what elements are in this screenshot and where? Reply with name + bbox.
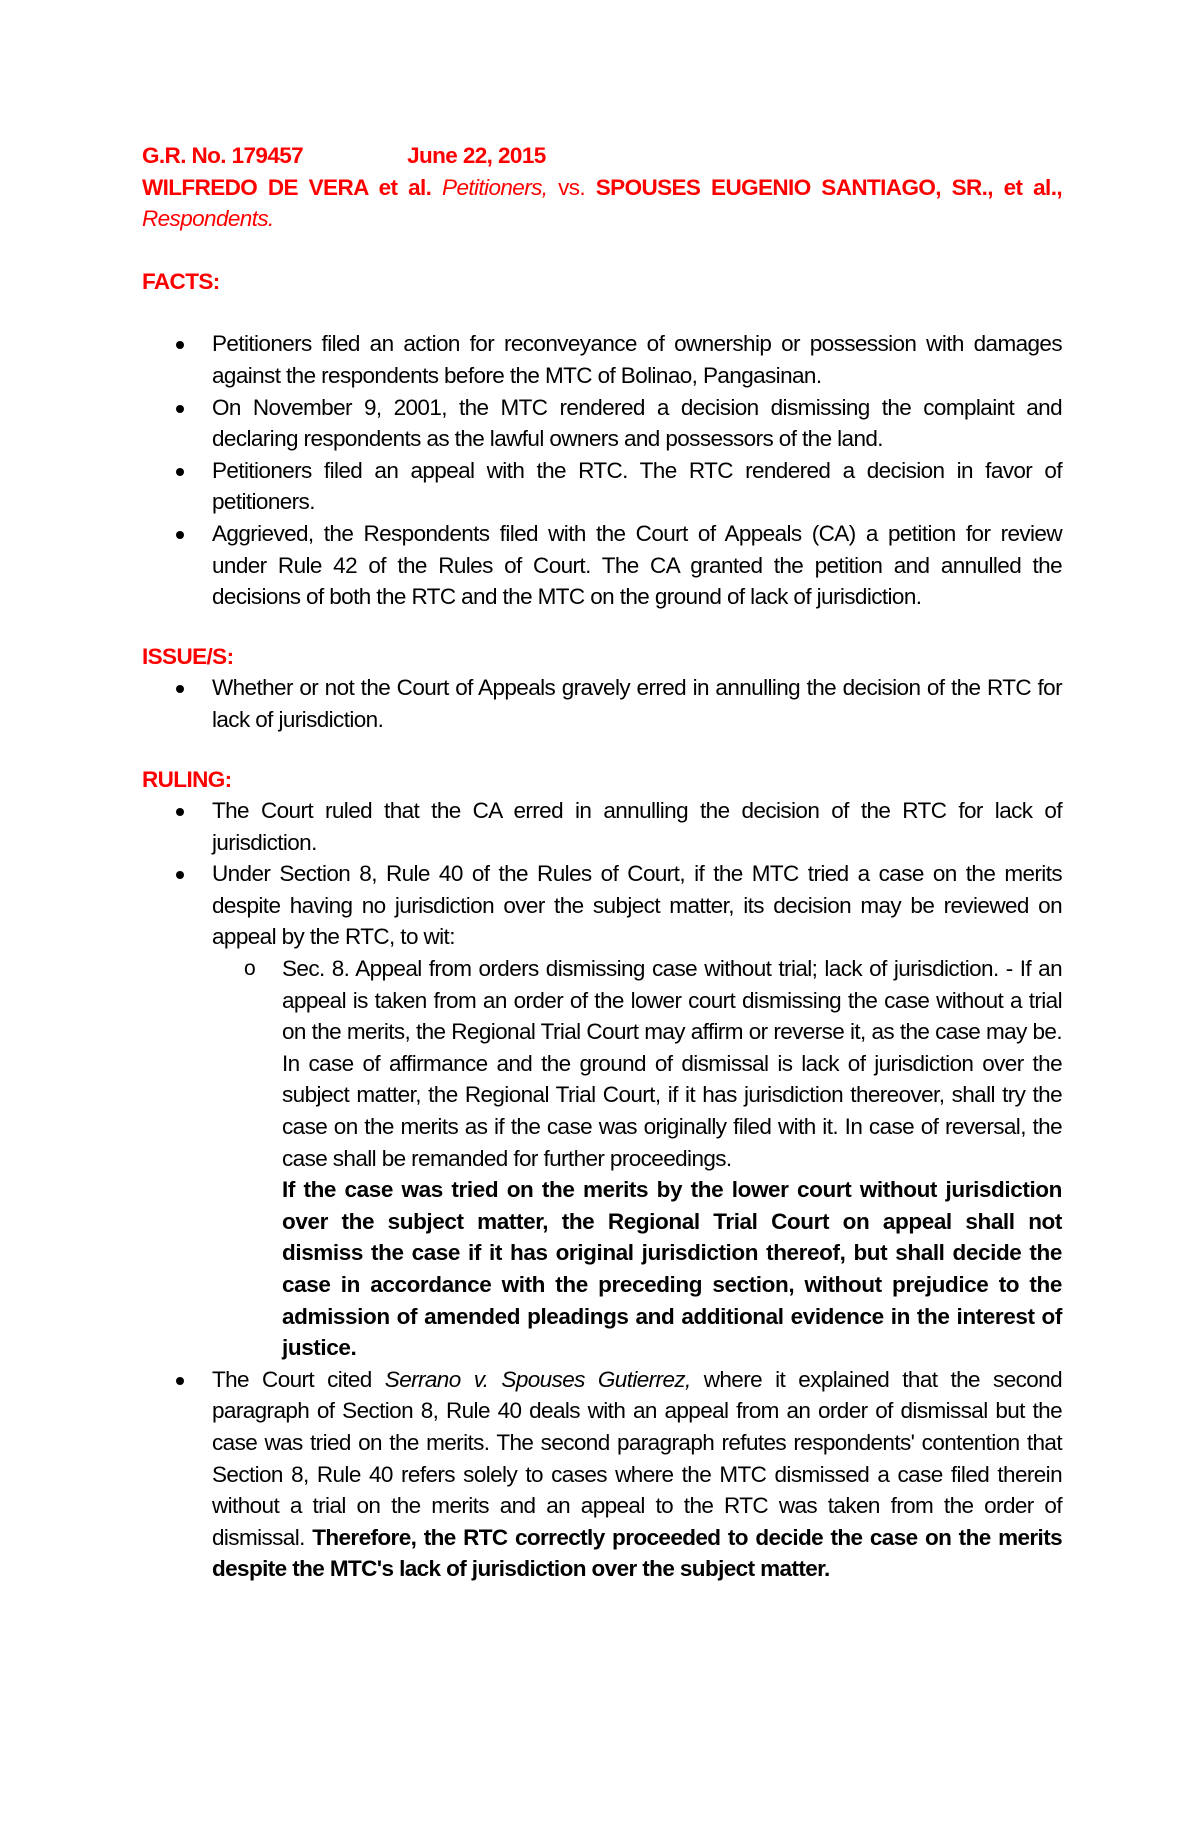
decision-date: June 22, 2015 (407, 143, 546, 168)
rule-quote-list (212, 953, 1062, 1364)
fact-text: On November 9, 2001, the MTC rendered a decision dismissing the complaint and declaring respondents as the lawful owners and possessors of the land. (212, 394, 1062, 452)
fact-text: Petitioners filed an appeal with the RTC. The RTC rendered a decision in favor of petitioners. (212, 457, 1062, 515)
list-item (142, 1364, 1062, 1585)
case-header (142, 140, 1062, 172)
ruling-text: where it explained that the second paragraph of Section 8, Rule 40 deals with an appeal from an order of dismissal but the case was tried on the merits. The second paragraph refutes respondents' contention that Section 8, Rule 40 refers solely to cases where the MTC dismissed a case filed therein without a trial on the merits and an appeal to the RTC was taken from the order of dismissal. (212, 1366, 1062, 1550)
issue-text: Whether or not the Court of Appeals gravely erred in annulling the decision of the RTC for lack of jurisdiction. (212, 675, 1062, 732)
bullet-icon (176, 1377, 184, 1385)
facts-heading: FACTS: (142, 268, 220, 294)
ruling-text: Under Section 8, Rule 40 of the Rules of Court, if the MTC tried a case on the merits despite having no jurisdiction over the subject matter, its decision may be reviewed on appeal by the RTC, to wit: (212, 861, 1062, 950)
rule-quote-text: Sec. 8. Appeal from orders dismissing case without trial; lack of jurisdiction. - If an appeal is taken from an order of the lower court dismissing the case without a trial on the merits, the Regional Trial Court may affirm or reverse it, as the case may be. In case of affirmance and the ground of dismissal is lack of jurisdiction over the subject matter, the Regional Trial Court, if it has jurisdiction thereover, shall try the case on the merits as if the case was originally filed with it. In case of reversal, the case shall be remanded for further proceedings. (282, 956, 1062, 1171)
ruling-text: The Court ruled that the CA erred in annulling the decision of the RTC for lack of jurisdiction. (212, 798, 1062, 855)
facts-list (142, 328, 1062, 612)
bullet-icon (176, 405, 184, 413)
versus-text: vs. (558, 174, 586, 200)
petitioners-role: Petitioners, (442, 174, 548, 200)
ruling-heading: RULING: (142, 766, 232, 792)
issues-list (142, 672, 1062, 735)
list-item (142, 392, 1062, 455)
case-parties (142, 172, 1062, 235)
ruling-list (142, 795, 1062, 1585)
ruling-conclusion: Therefore, the RTC correctly proceeded to decide the case on the merits despite the MTC's lack of jurisdiction over the subject matter. (212, 1524, 1062, 1582)
ruling-text: The Court cited (212, 1366, 372, 1392)
cited-case: Serrano v. Spouses Gutierrez, (384, 1366, 691, 1392)
list-item (142, 672, 1062, 735)
respondents-name: SPOUSES EUGENIO SANTIAGO, SR., et al., (595, 174, 1063, 200)
bullet-icon (176, 685, 184, 693)
sub-bullet-icon: o (244, 957, 256, 981)
bullet-icon (176, 871, 184, 879)
bullet-icon (176, 468, 184, 476)
list-item (142, 795, 1062, 858)
document-page (142, 140, 1062, 1585)
issues-heading: ISSUE/S: (142, 643, 234, 669)
bullet-icon (176, 531, 184, 539)
rule-quote-bold: If the case was tried on the merits by the lower court without jurisdiction over the subject matter, the Regional Trial Court on appeal shall not dismiss the case if it has original jurisdiction thereof, but shall decide the case in accordance with the preceding section, without prejudice to the admission of amended pleadings and additional evidence in the interest of justice. (282, 1177, 1062, 1361)
respondents-role: Respondents. (142, 206, 274, 232)
list-item (142, 858, 1062, 1364)
bullet-icon (176, 808, 184, 816)
fact-text: Petitioners filed an action for reconveyance of ownership or possession with damages against the respondents before the MTC of Bolinao, Pangasinan. (212, 331, 1062, 388)
fact-text: Aggrieved, the Respondents filed with the Court of Appeals (CA) a petition for review under Rule 42 of the Rules of Court. The CA granted the petition and annulled the decisions of both the RTC and the MTC on the ground of lack of jurisdiction. (212, 520, 1062, 610)
list-item (212, 953, 1062, 1364)
gr-number: G.R. No. 179457 (142, 143, 304, 168)
list-item (142, 328, 1062, 391)
list-item (142, 455, 1062, 518)
bullet-icon (176, 341, 184, 349)
petitioners-name: WILFREDO DE VERA et al. (142, 174, 432, 200)
list-item (142, 518, 1062, 613)
